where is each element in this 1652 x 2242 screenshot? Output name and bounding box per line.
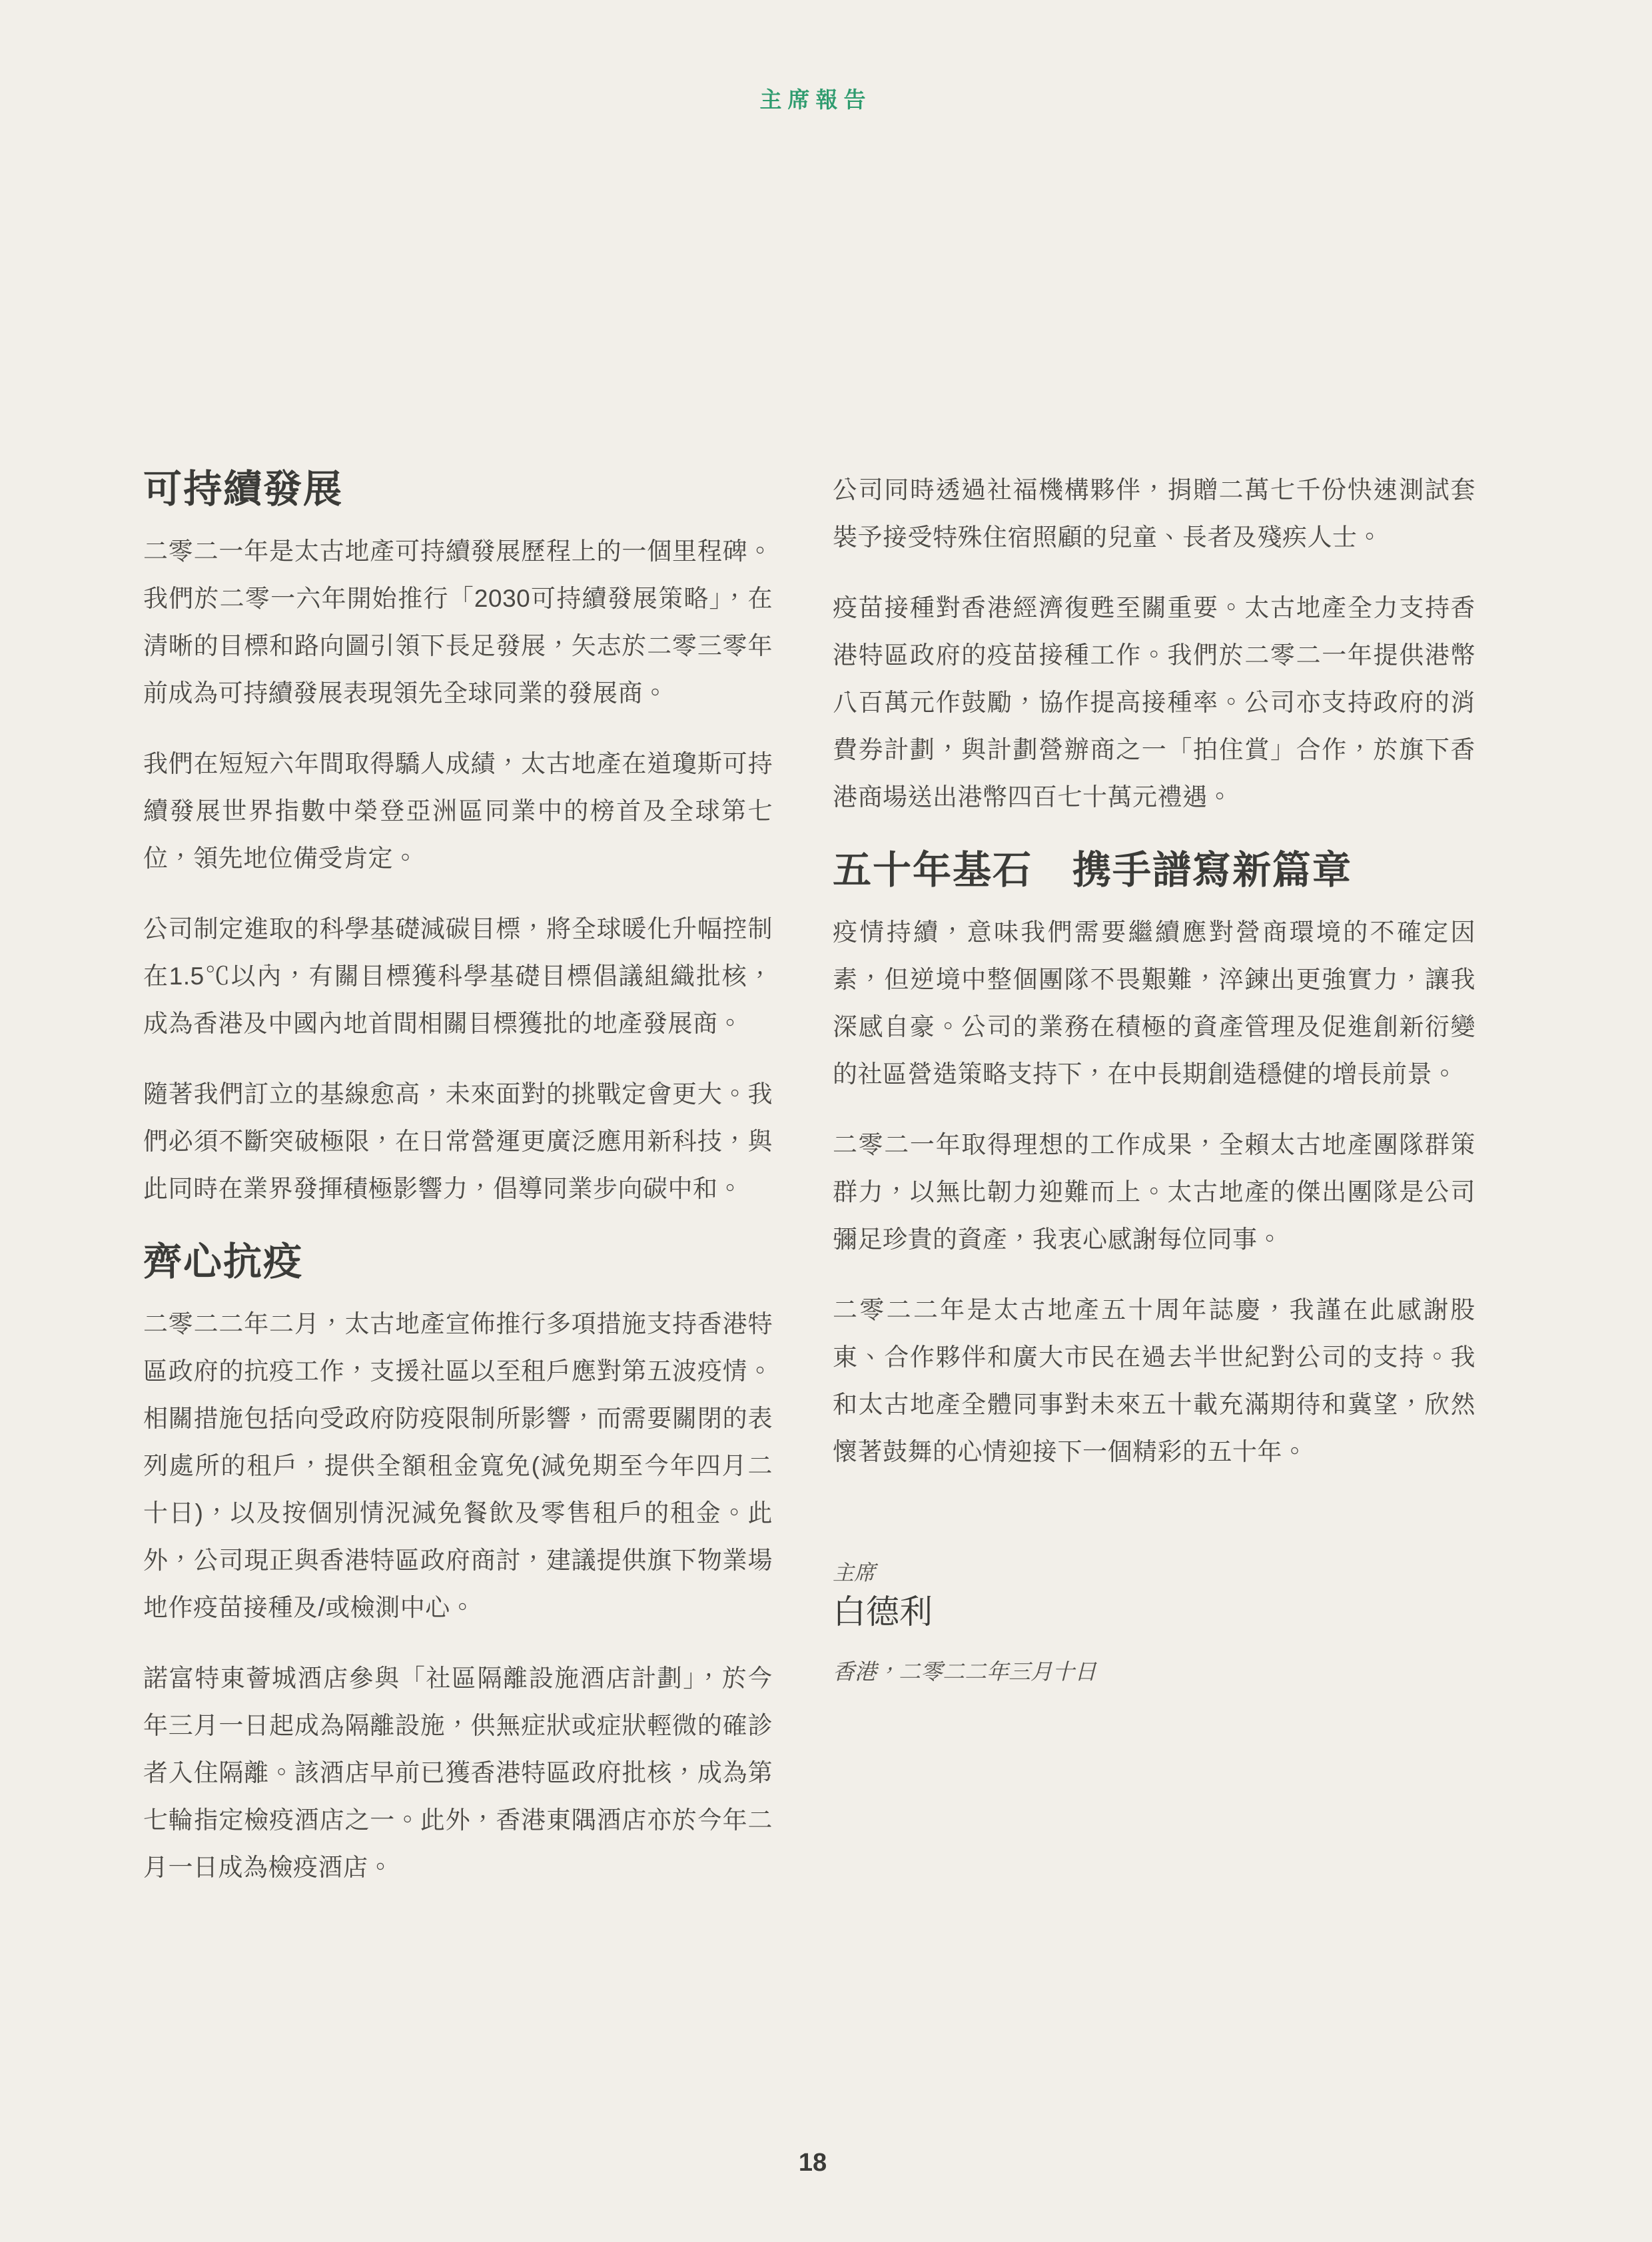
signature-block <box>833 1559 1475 1686</box>
heading-sustainability: 可持續發展 <box>143 468 344 511</box>
heading-pandemic: 齊心抗疫 <box>143 1240 304 1284</box>
signature-dateline: 香港，二零二二年三月十日 <box>833 1659 1096 1684</box>
heading-anniversary: 五十年基石 携手譜寫新篇章 <box>833 849 1353 892</box>
paragraph-sustainability-4: 隨著我們訂立的基線愈高，未來面對的挑戰定會更大。我們必須不斷突破極限，在日常營運更廣泛應用新科技，與此同時在業界發揮積極影響力，倡導同業步向碳中和。 <box>143 1080 773 1202</box>
paragraph-anniversary-3: 二零二二年是太古地產五十周年誌慶，我謹在此感謝股東、合作夥伴和廣大市民在過去半世紀對公司的支持。我和太古地產全體同事對未來五十載充滿期待和冀望，欣然懷著鼓舞的心情迎接下一個精彩的五十年。 <box>833 1296 1475 1465</box>
content-columns <box>143 466 1482 1891</box>
page-kicker: 主席報告 <box>759 87 872 112</box>
paragraph-community-1: 公司同時透過社福機構夥伴，捐贈二萬七千份快速測試套裝予接受特殊住宿照顧的兒童、長者及殘疾人士。 <box>833 476 1475 551</box>
signature-role: 主席 <box>833 1561 876 1585</box>
page-number: 18 <box>798 2149 827 2177</box>
paragraph-sustainability-3: 公司制定進取的科學基礎減碳目標，將全球暖化升幅控制在1.5℃以內，有關目標獲科學基礎目標倡議組織批核，成為香港及中國內地首間相關目標獲批的地產發展商。 <box>143 915 773 1037</box>
paragraph-community-2: 疫苗接種對香港經濟復甦至關重要。太古地產全力支持香港特區政府的疫苗接種工作。我們於二零二一年提供港幣八百萬元作鼓勵，協作提高接種率。公司亦支持政府的消費券計劃，與計劃營辦商之一「拍住賞」合作，於旗下香港商場送出港幣四百七十萬元禮遇。 <box>833 594 1475 811</box>
paragraph-pandemic-1: 二零二二年二月，太古地產宣佈推行多項措施支持香港特區政府的抗疫工作，支援社區以至租戶應對第五波疫情。相關措施包括向受政府防疫限制所影響，而需要關閉的表列處所的租戶，提供全額租金寬免(減免期至今年四月二十日)，以及按個別情況減免餐飲及零售租戶的租金。此外，公司現正與香港特區政府商討，建議提供旗下物業場地作疫苗接種及/或檢測中心。 <box>143 1310 773 1621</box>
right-column <box>833 466 1475 1686</box>
paragraph-sustainability-2: 我們在短短六年間取得驕人成績，太古地產在道瓊斯可持續發展世界指數中榮登亞洲區同業中的榜首及全球第七位，領先地位備受肯定。 <box>143 750 773 872</box>
left-column <box>143 466 773 1891</box>
paragraph-sustainability-1: 二零二一年是太古地產可持續發展歷程上的一個里程碑。我們於二零一六年開始推行「2030可持續發展策略」，在清晰的目標和路向圖引領下長足發展，矢志於二零三零年前成為可持續發展表現領先全球同業的發展商。 <box>143 538 773 707</box>
paragraph-anniversary-2: 二零二一年取得理想的工作成果，全賴太古地產團隊群策群力，以無比韌力迎難而上。太古地產的傑出團隊是公司彌足珍貴的資產，我衷心感謝每位同事。 <box>833 1131 1475 1253</box>
paragraph-pandemic-2: 諾富特東薈城酒店參與「社區隔離設施酒店計劃」，於今年三月一日起成為隔離設施，供無症狀或症狀輕微的確診者入住隔離。該酒店早前已獲香港特區政府批核，成為第七輪指定檢疫酒店之一。此外，香港東隅酒店亦於今年二月一日成為檢疫酒店。 <box>143 1665 773 1881</box>
signature-name: 白德利 <box>833 1593 933 1631</box>
paragraph-anniversary-1: 疫情持續，意味我們需要繼續應對營商環境的不確定因素，但逆境中整個團隊不畏艱難，淬鍊出更強實力，讓我深感自豪。公司的業務在積極的資產管理及促進創新衍變的社區營造策略支持下，在中長期創造穩健的增長前景。 <box>833 919 1475 1088</box>
